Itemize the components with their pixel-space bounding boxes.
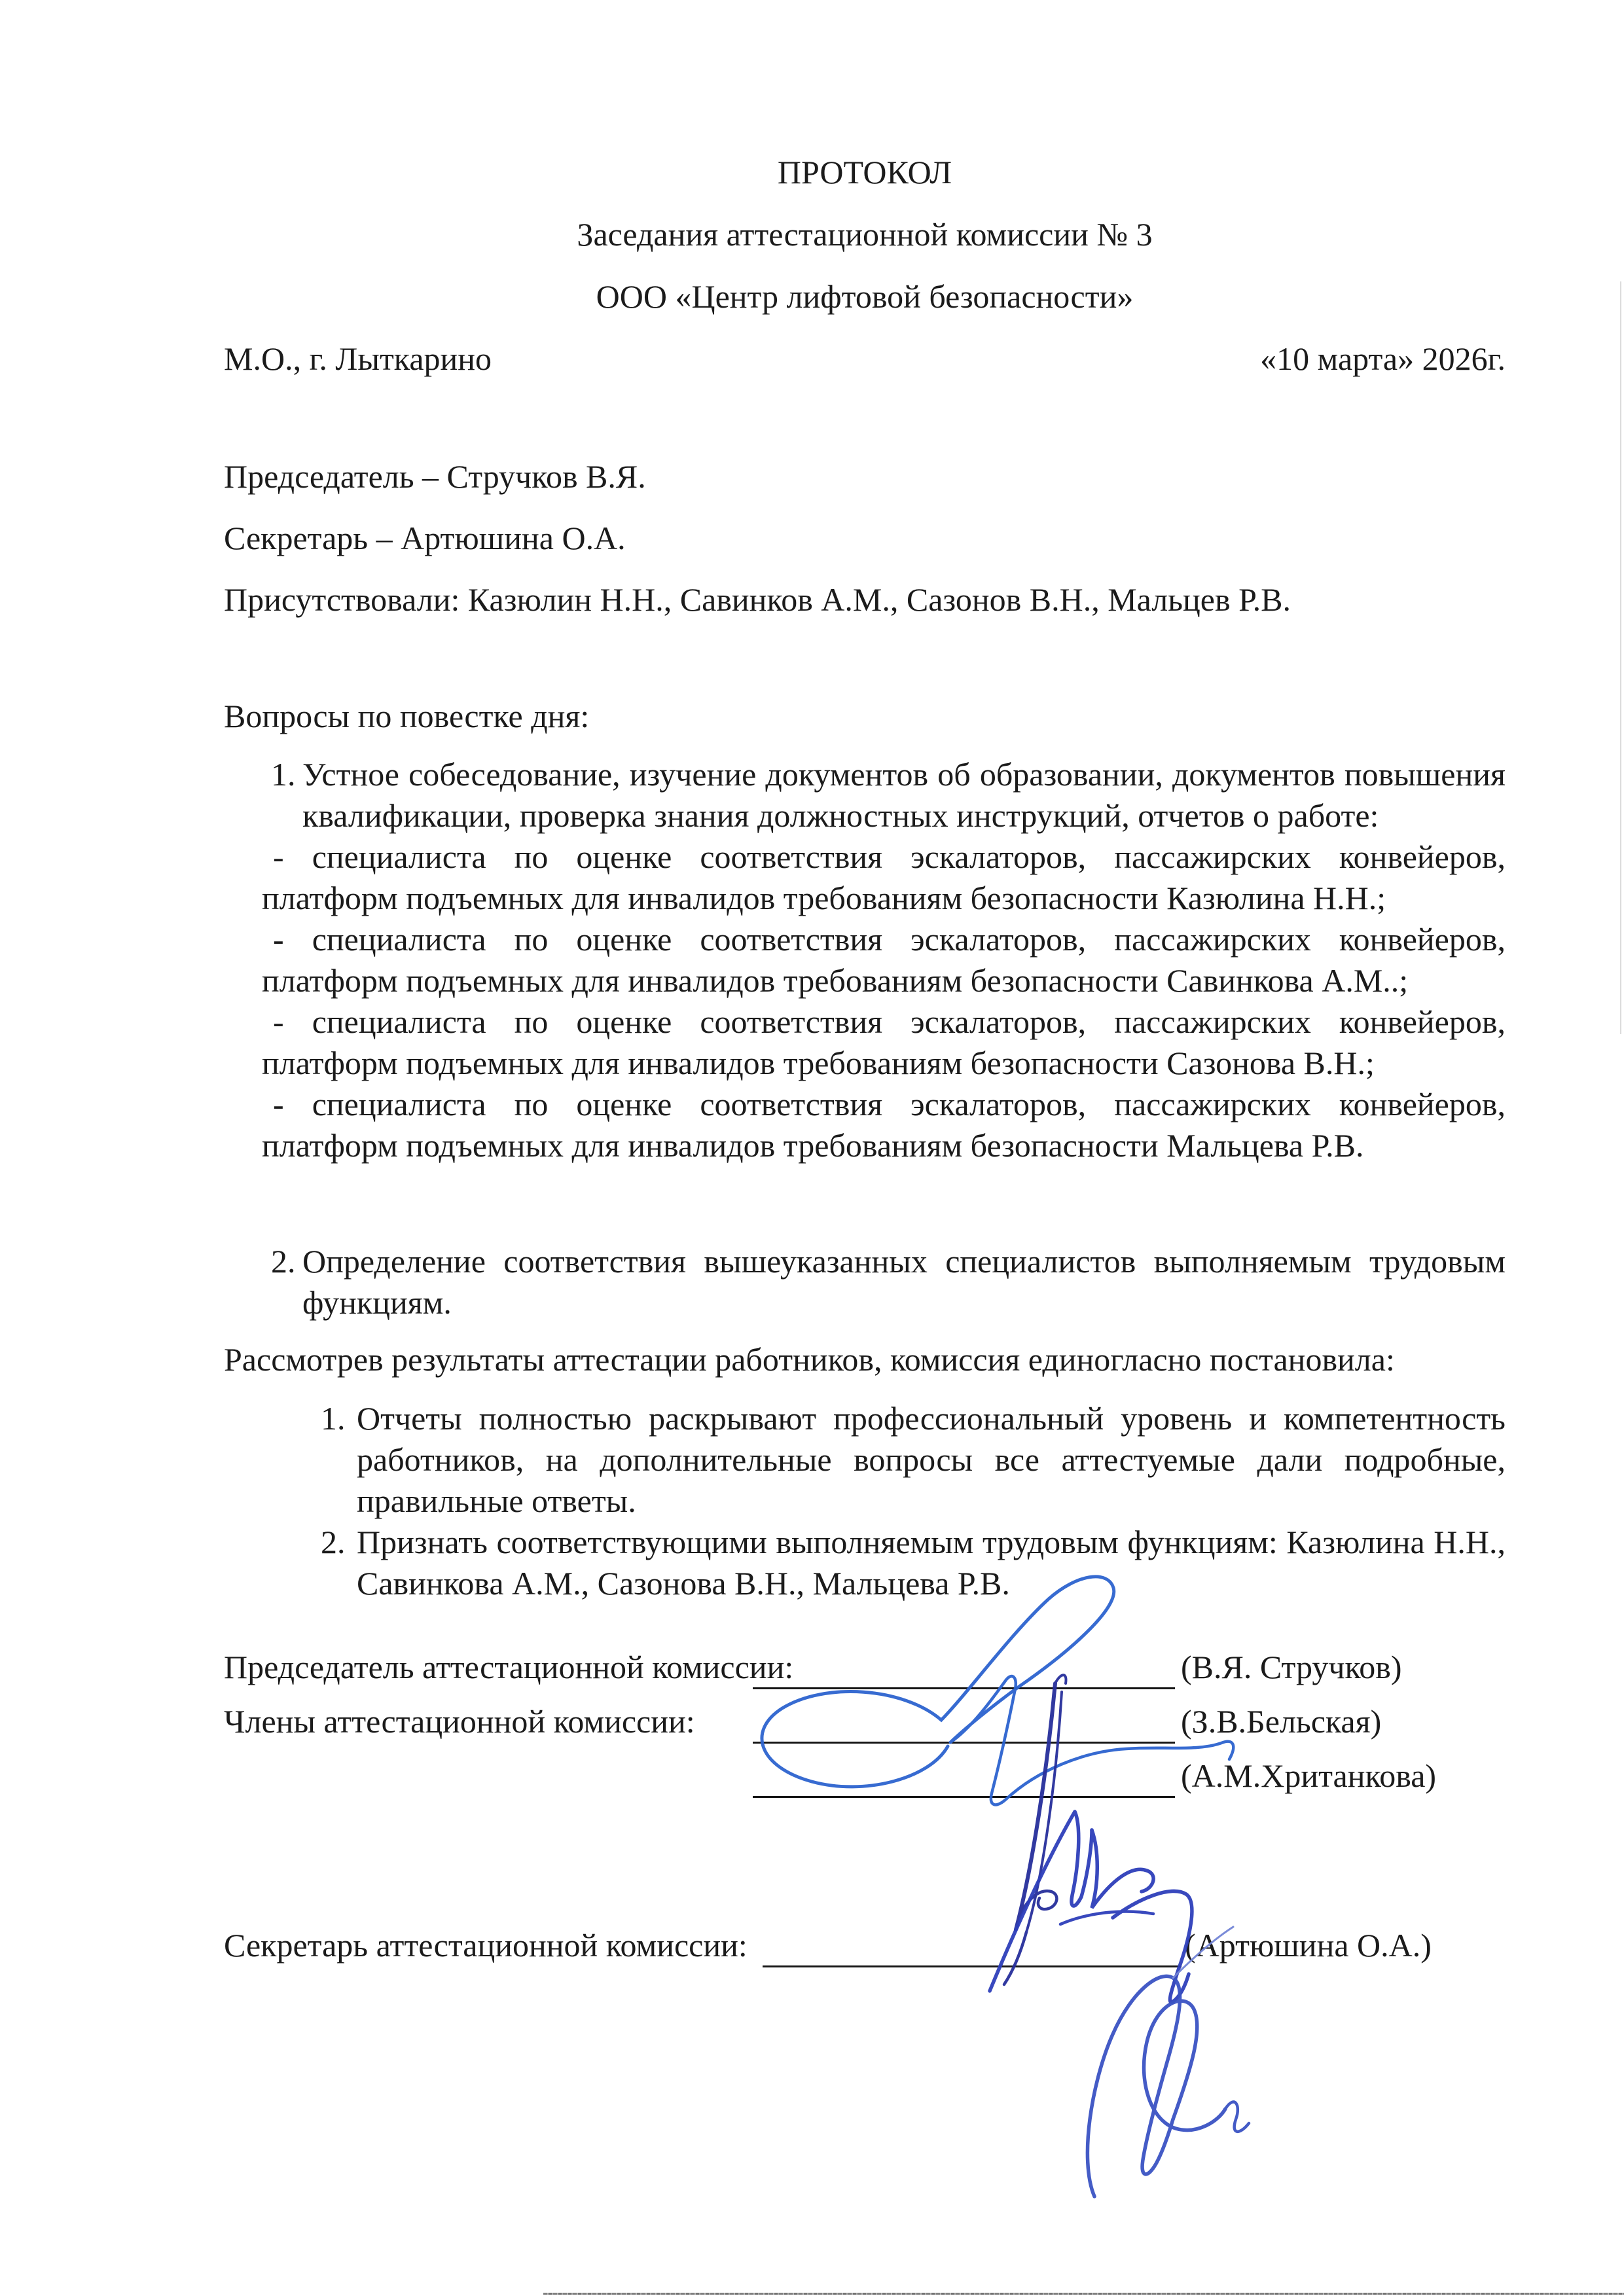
members-signature-label: Члены аттестационной комиссии: (224, 1703, 695, 1740)
document-subtitle-commission: Заседания аттестационной комиссии № 3 (577, 216, 1153, 253)
agenda-item-1 (224, 754, 1506, 836)
specialist-bullet-maltsev: - специалиста по оценке соответствия эскалаторов, пассажирских конвейеров, платформ подъемных для инвалидов требованиям безопасности Мальцева Р.В. (262, 1086, 1506, 1164)
secretary-signature-name: (Артюшина О.А.) (1185, 1927, 1432, 1964)
secretary-line: Секретарь – Артюшина О.А. (224, 520, 626, 556)
agenda-item-1-text: Устное собеседование, изучение документов об образовании, документов повышения квалификации, проверка знания должностных инструкций, отчетов о работе: (302, 756, 1506, 834)
signature-row-member-2 (224, 1755, 1506, 1810)
agenda-item-2-number: 2. (271, 1243, 296, 1280)
signature-row-chairman (224, 1647, 1506, 1701)
specialist-bullet-savinkov: - специалиста по оценке соответствия эскалаторов, пассажирских конвейеров, платформ подъемных для инвалидов требованиям безопасности Савинкова А.М..; (262, 921, 1506, 999)
specialist-bullet-kazyulin: - специалиста по оценке соответствия эскалаторов, пассажирских конвейеров, платформ подъемных для инвалидов требованиям безопасности Казюлина Н.Н.; (262, 838, 1506, 916)
scan-edge-artifact-bottom (543, 2293, 1624, 2295)
secretary-signature-line (763, 1925, 1182, 1967)
place-text: М.О., г. Лыткарино (224, 340, 492, 377)
agenda-heading: Вопросы по повестке дня: (224, 698, 590, 734)
resolution-item-1-text: Отчеты полностью раскрывают профессиональный уровень и компетентность работников, на дополнительные вопросы все аттестуемые дали подробные, правильные ответы. (357, 1400, 1506, 1519)
chairman-line: Председатель – Стручков В.Я. (224, 458, 646, 495)
resolution-intro: Рассмотрев результаты аттестации работников, комиссия единогласно постановила: (224, 1341, 1395, 1378)
signature-block (224, 1647, 1506, 1979)
document-subtitle-company: ООО «Центр лифтовой безопасности» (596, 278, 1134, 315)
resolution-item-2-number: 2. (321, 1524, 346, 1560)
agenda-item-2 (224, 1241, 1506, 1323)
resolution-item-1-number: 1. (321, 1400, 346, 1437)
resolution-item-1 (224, 1398, 1506, 1522)
agenda-item-1-number: 1. (271, 756, 296, 793)
chairman-signature-label: Председатель аттестационной комиссии: (224, 1649, 794, 1685)
document-content (224, 0, 1506, 1979)
chairman-signature-line (753, 1647, 1175, 1689)
document-title: ПРОТОКОЛ (777, 154, 952, 190)
member-2-signature-name: (А.М.Хританкова) (1181, 1757, 1437, 1794)
place-date-row (224, 338, 1506, 380)
secretary-signature-label: Секретарь аттестационной комиссии: (224, 1927, 748, 1964)
scan-edge-artifact-right (1620, 281, 1621, 1034)
date-text: «10 марта» 2026г. (1260, 340, 1506, 377)
signature-row-member-1 (224, 1701, 1506, 1755)
member-1-signature-name: (З.В.Бельская) (1181, 1703, 1382, 1740)
specialist-bullet-sazonov: - специалиста по оценке соответствия эскалаторов, пассажирских конвейеров, платформ подъемных для инвалидов требованиям безопасности Сазонова В.Н.; (262, 1003, 1506, 1081)
member-2-signature-line (753, 1755, 1175, 1798)
signature-row-secretary (224, 1925, 1506, 1979)
resolution-item-2 (224, 1522, 1506, 1604)
agenda-item-2-text: Определение соответствия вышеуказанных специалистов выполняемым трудовым функциям. (302, 1243, 1506, 1321)
chairman-signature-name: (В.Я. Стручков) (1181, 1649, 1402, 1685)
resolution-item-2-text: Признать соответствующими выполняемым трудовым функциям: Казюлина Н.Н., Савинкова А.М., Сазонова В.Н., Мальцева Р.В. (357, 1524, 1506, 1602)
attendees-line: Присутствовали: Казюлин Н.Н., Савинков А.М., Сазонов В.Н., Мальцев Р.В. (224, 581, 1291, 618)
member-1-signature-line (753, 1701, 1175, 1744)
